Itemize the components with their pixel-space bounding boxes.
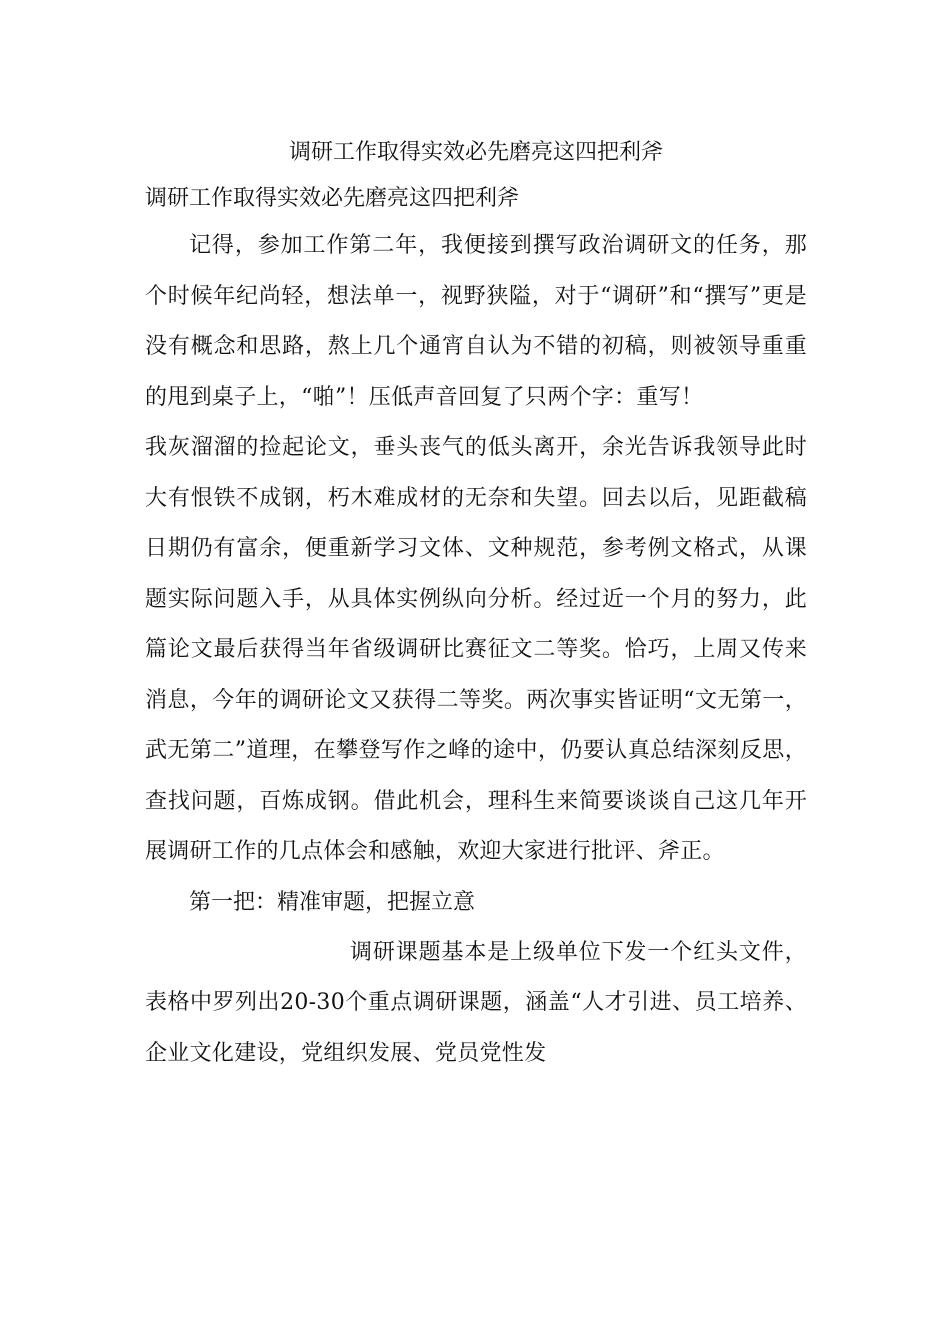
section-heading: 第一把：精准审题，把握立意 [189,889,476,915]
paragraph-intro: 记得，参加工作第二年，我便接到撰写政治调研文的任务，那个时候年纪尚轻，想法单一，视野狭隘，对于“调研”和“撰写”更是没有概念和思路，熬上几个通宵自认为不错的初稿，则被领导重重的甩到桌子上，“啪”！压低声音回复了只两个字：重写！ [145,233,807,410]
document-title: 调研工作取得实效必先磨亮这四把利斧 [288,140,663,165]
document-subtitle: 调研工作取得实效必先磨亮这四把利斧 [145,186,520,211]
section-paragraph: 调研课题基本是上级单位下发一个红头文件，表格中罗列出20-30个重点调研课题，涵盖“人才引进、员工培养、企业文化建设，党组织发展、党员党性发 [145,939,807,1066]
document-body [145,131,807,1079]
paragraph-experience: 我灰溜溜的捡起论文，垂头丧气的低头离开，余光告诉我领导此时大有恨铁不成钢，朽木难成材的无奈和失望。回去以后，见距截稿日期仍有富余，便重新学习文体、文种规范，参考例文格式，从课题实际问题入手，从具体实例纵向分析。经过近一个月的努力，此篇论文最后获得当年省级调研比赛征文二等奖。恰巧，上周又传来消息，今年的调研论文又获得二等奖。两次事实皆证明“文无第一，武无第二”道理，在攀登写作之峰的途中，仍要认真总结深刻反思，查找问题，百炼成钢。借此机会，理科生来简要谈谈自己这几年开展调研工作的几点体会和感触，欢迎大家进行批评、斧正。 [145,435,807,864]
